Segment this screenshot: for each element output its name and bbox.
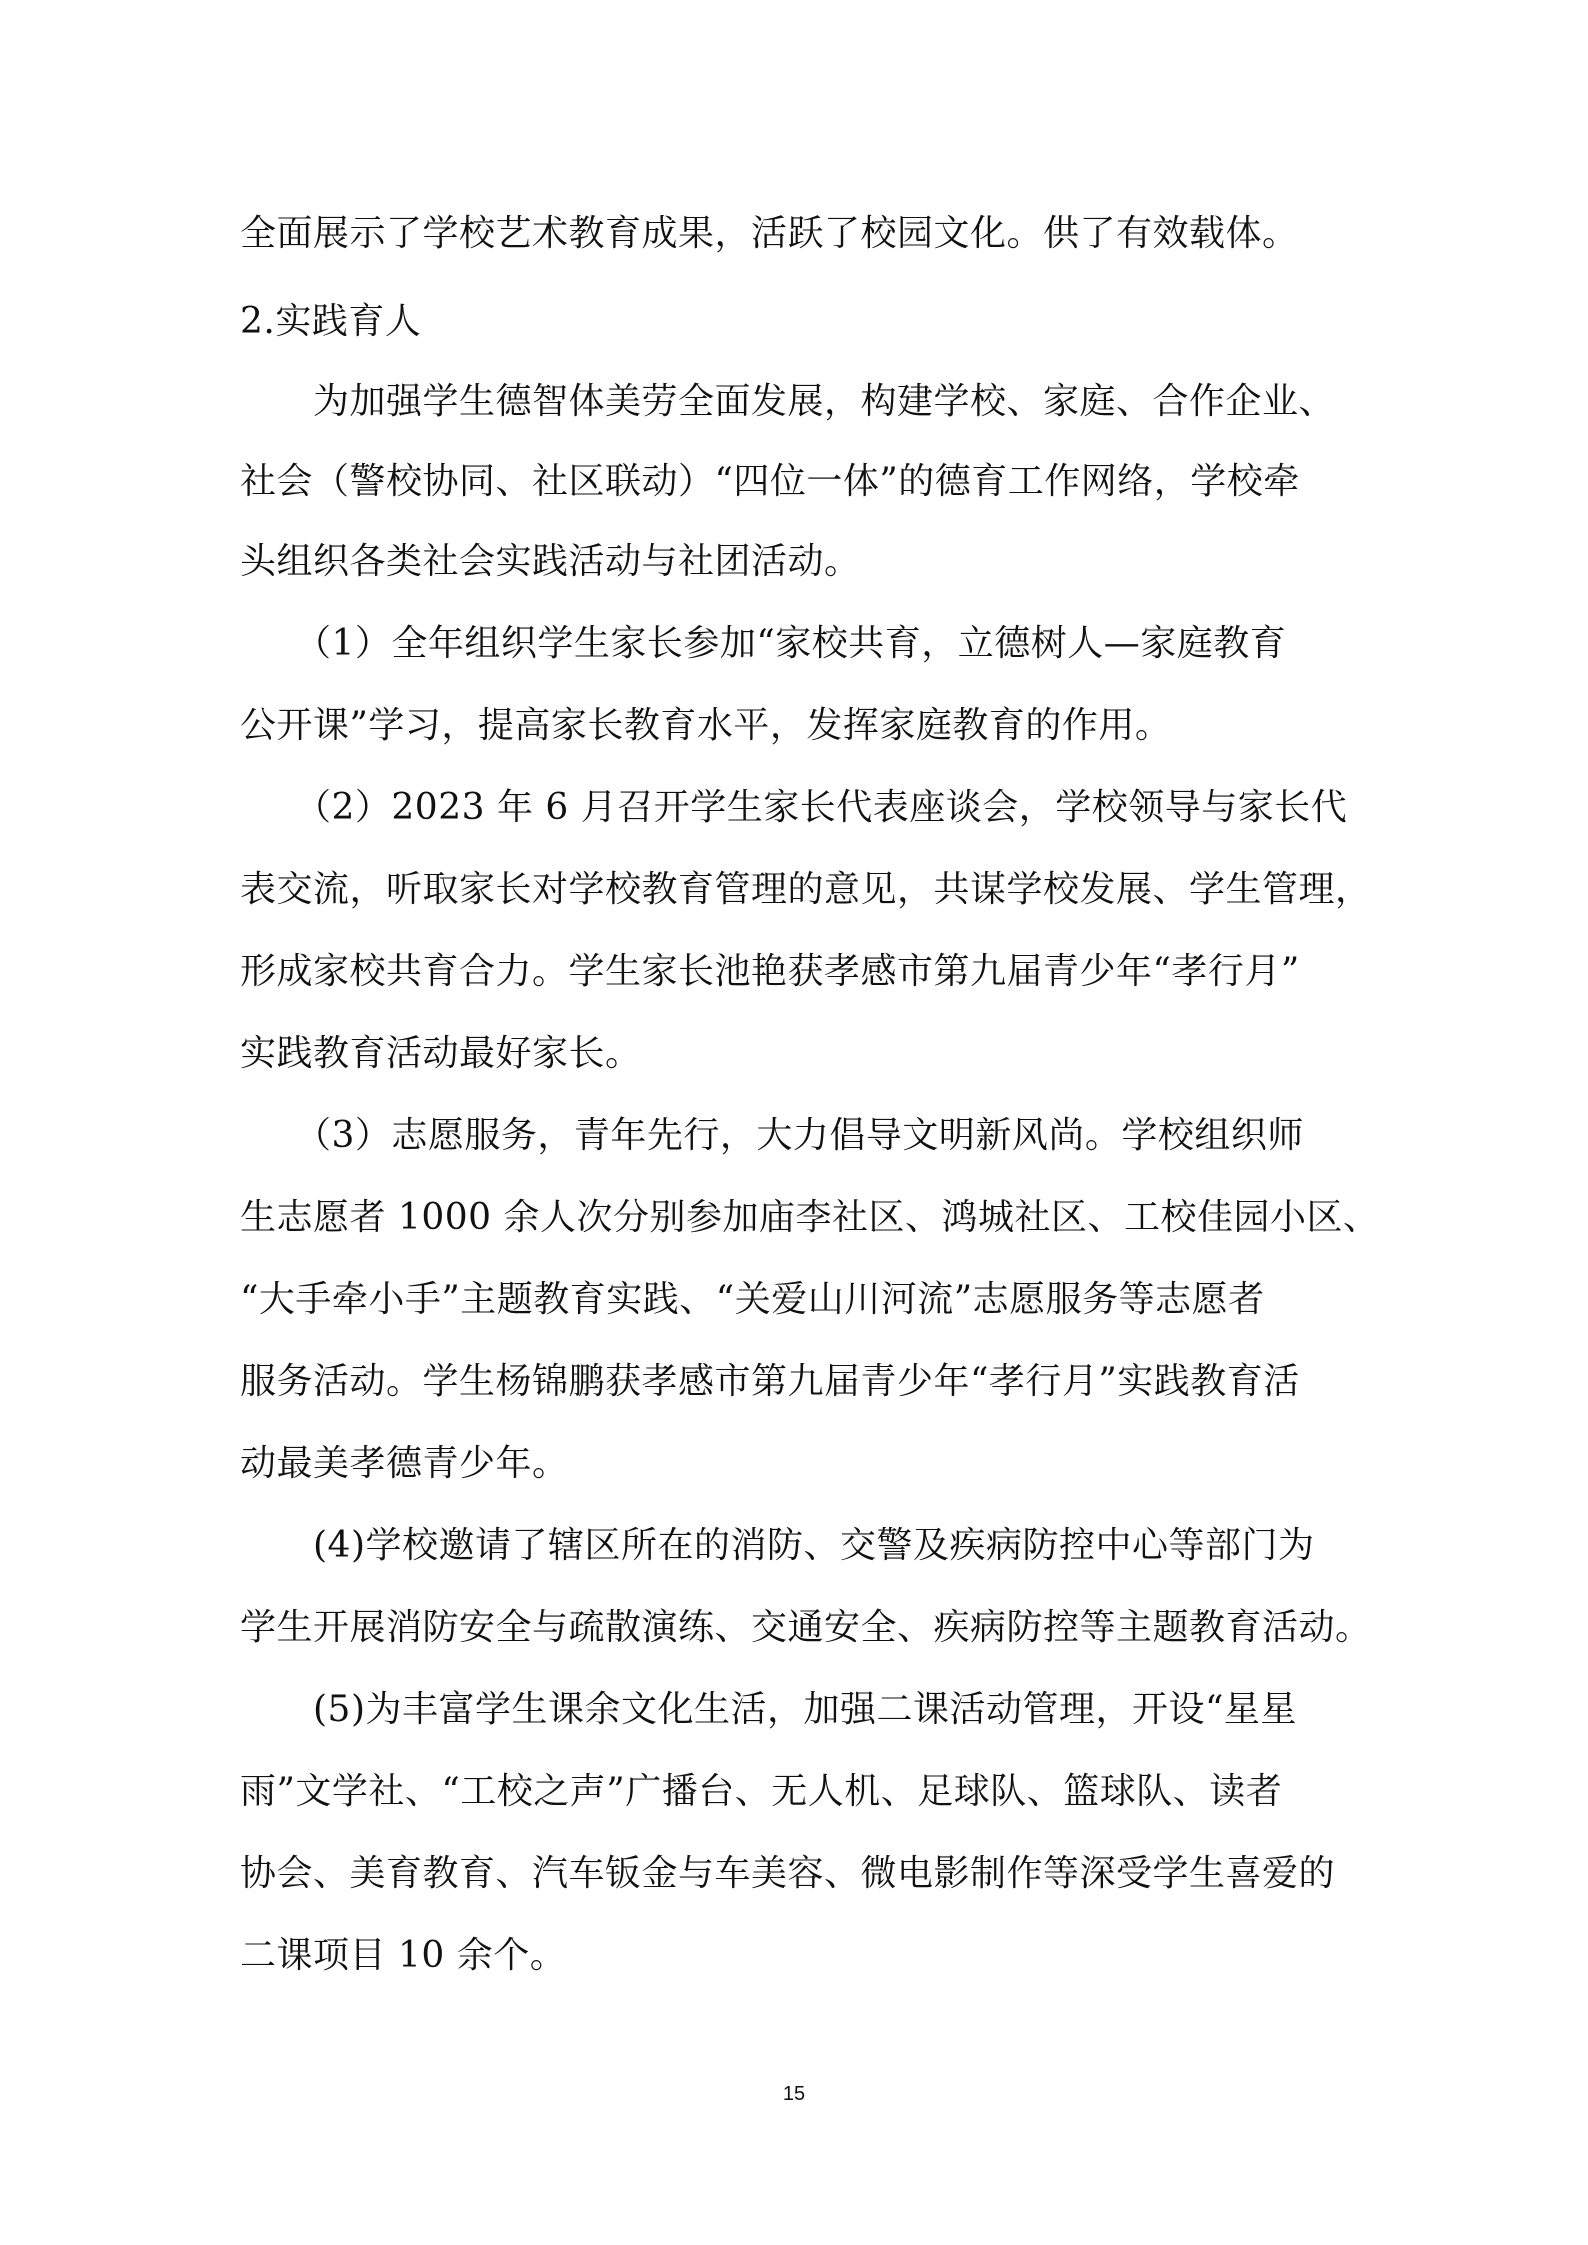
body-text-line: 学生开展消防安全与疏散演练、交通安全、疾病防控等主题教育活动。 xyxy=(240,1607,1372,1648)
body-text-line: （1）全年组织学生家长参加“家校共育，立德树人—家庭教育 xyxy=(240,623,1287,664)
body-text-line: 头组织各类社会实践活动与社团活动。 xyxy=(240,541,861,582)
body-text-line: 形成家校共育合力。学生家长池艳获孝感市第九届青少年“孝行月” xyxy=(240,951,1300,992)
body-text-line: 全面展示了学校艺术教育成果，活跃了校园文化。供了有效载体。 xyxy=(240,213,1299,254)
body-text-line: 生志愿者 1000 余人次分别参加庙李社区、鸿城社区、工校佳园小区、 xyxy=(240,1197,1380,1238)
body-text-line: （2）2023 年 6 月召开学生家长代表座谈会，学校领导与家长代 xyxy=(240,787,1348,828)
body-text-line: (5)为丰富学生课余文化生活，加强二课活动管理，开设“星星 xyxy=(240,1689,1297,1730)
body-text-line: 动最美孝德青少年。 xyxy=(240,1443,569,1484)
body-text-line: 协会、美育教育、汽车钣金与车美容、微电影制作等深受学生喜爱的 xyxy=(240,1853,1336,1894)
body-text-line: 表交流，听取家长对学校教育管理的意见，共谋学校发展、学生管理， xyxy=(240,869,1372,910)
page-number: 15 xyxy=(782,2083,806,2105)
body-text-line: 实践教育活动最好家长。 xyxy=(240,1033,642,1074)
body-text-line: “大手牵小手”主题教育实践、“关爱山川河流”志愿服务等志愿者 xyxy=(240,1279,1265,1320)
body-text-line: 二课项目 10 余个。 xyxy=(240,1935,567,1976)
body-text-line: (4)学校邀请了辖区所在的消防、交警及疾病防控中心等部门为 xyxy=(240,1525,1315,1566)
body-text-line: 为加强学生德智体美劳全面发展，构建学校、家庭、合作企业、 xyxy=(240,381,1336,422)
body-text-line: 公开课”学习，提高家长教育水平，发挥家庭教育的作用。 xyxy=(240,705,1172,746)
body-text-line: （3）志愿服务，青年先行，大力倡导文明新风尚。学校组织师 xyxy=(240,1115,1304,1156)
section-heading: 2.实践育人 xyxy=(240,301,422,342)
body-text-line: 服务活动。学生杨锦鹏获孝感市第九届青少年“孝行月”实践教育活 xyxy=(240,1361,1300,1402)
body-text-line: 雨”文学社、“工校之声”广播台、无人机、足球队、篮球队、读者 xyxy=(240,1771,1283,1812)
body-text-line: 社会（警校协同、社区联动）“四位一体”的德育工作网络，学校牵 xyxy=(240,461,1300,502)
